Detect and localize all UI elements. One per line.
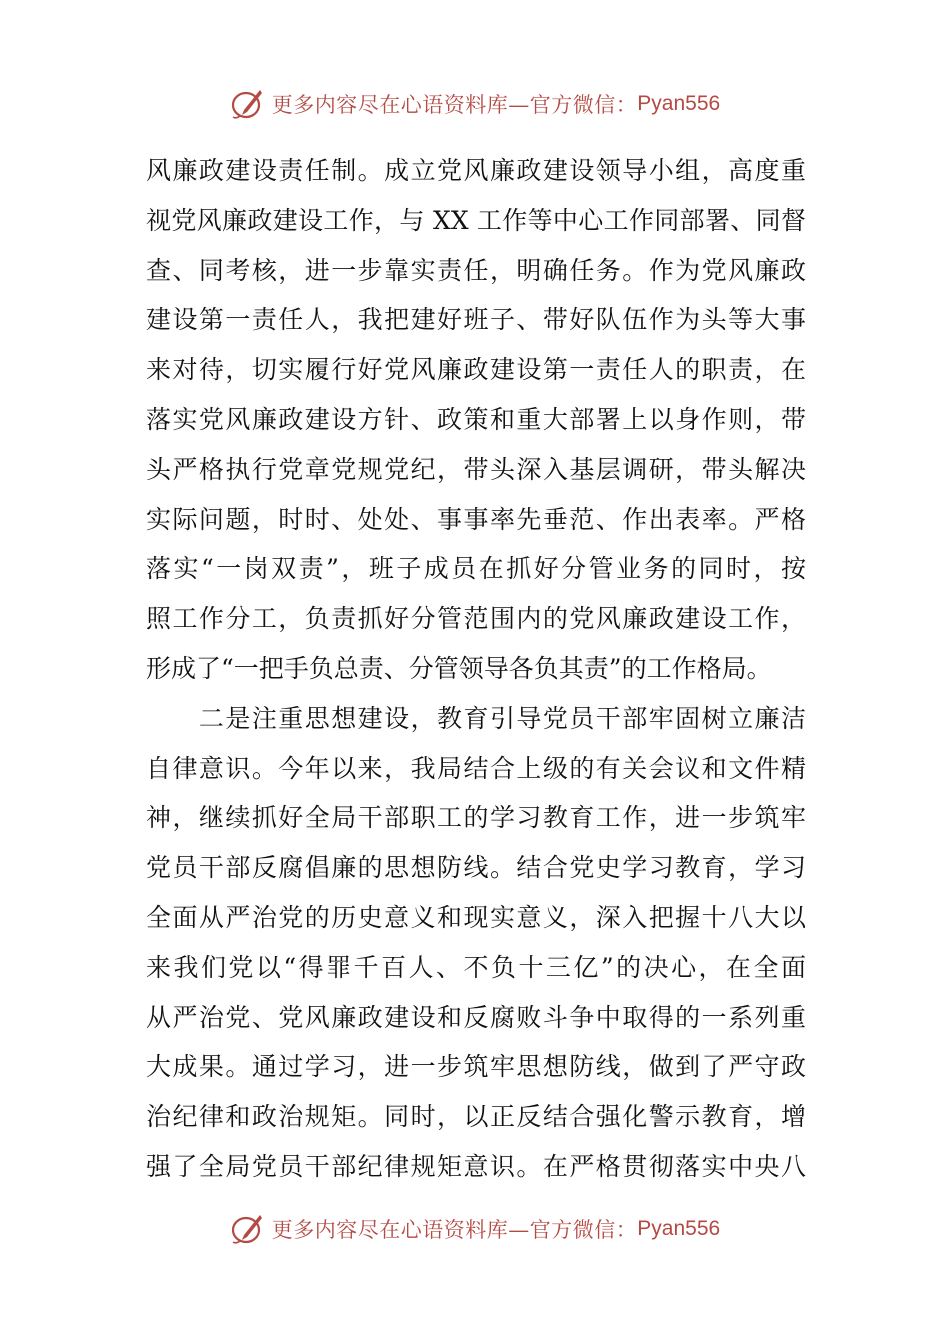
text-line: 视党风廉政建设工作，与 XX 工作等中心工作同部署、同督: [146, 205, 806, 235]
text-line: 大成果。通过学习，进一步筑牢思想防线，做到了严守政: [146, 1052, 806, 1082]
text-line: 自律意识。今年以来，我局结合上级的有关会议和文件精: [146, 753, 806, 783]
watermark-banner-bottom: [0, 1209, 950, 1249]
text-line: 来对待，切实履行好党风廉政建设第一责任人的职责，在: [146, 355, 806, 385]
watermark-text: 更多内容尽在心语资料库—官方微信：: [271, 93, 638, 117]
document-body: [146, 146, 806, 1192]
text-line: 来我们党以“得罪千百人、不负十三亿”的决心，在全面: [146, 952, 806, 982]
text-line: 神，继续抓好全局干部职工的学习教育工作，进一步筑牢: [146, 803, 806, 833]
watermark-wechat-id: Pyan556: [637, 1217, 721, 1240]
watermark-banner-top: [0, 84, 950, 124]
watermark-text: 更多内容尽在心语资料库—官方微信：: [271, 1218, 638, 1242]
text-line: 形成了“一把手负总责、分管领导各负其责”的工作格局。: [146, 653, 772, 683]
watermark-wechat-id: Pyan556: [637, 92, 721, 115]
text-line: 实际问题，时时、处处、事事率先垂范、作出表率。严格: [146, 504, 806, 534]
paragraph-first-line: 二是注重思想建设，教育引导党员干部牢固树立廉洁: [146, 703, 806, 733]
text-line: 落实党风廉政建设方针、政策和重大部署上以身作则，带: [146, 404, 806, 434]
text-line: 照工作分工，负责抓好分管范围内的党风廉政建设工作，: [146, 604, 806, 634]
text-line: 从严治党、党风廉政建设和反腐败斗争中取得的一系列重: [146, 1002, 806, 1032]
text-line: 查、同考核，进一步靠实责任，明确任务。作为党风廉政: [146, 255, 806, 285]
text-line: 全面从严治党的历史意义和现实意义，深入把握十八大以: [146, 902, 806, 932]
text-line: 党员干部反腐倡廉的思想防线。结合党史学习教育，学习: [146, 853, 806, 883]
text-line: 建设第一责任人，我把建好班子、带好队伍作为头等大事: [146, 305, 806, 335]
quill-pen-logo-icon: [230, 86, 266, 122]
text-line: 头严格执行党章党规党纪，带头深入基层调研，带头解决: [146, 454, 806, 484]
text-line: 治纪律和政治规矩。同时，以正反结合强化警示教育，增: [146, 1102, 806, 1132]
text-line: 落实“一岗双责”，班子成员在抓好分管业务的同时，按: [146, 554, 806, 584]
text-line: 风廉政建设责任制。成立党风廉政建设领导小组，高度重: [146, 156, 806, 185]
text-line: 强了全局党员干部纪律规矩意识。在严格贯彻落实中央八: [146, 1151, 806, 1181]
quill-pen-logo-icon: [230, 1211, 266, 1247]
